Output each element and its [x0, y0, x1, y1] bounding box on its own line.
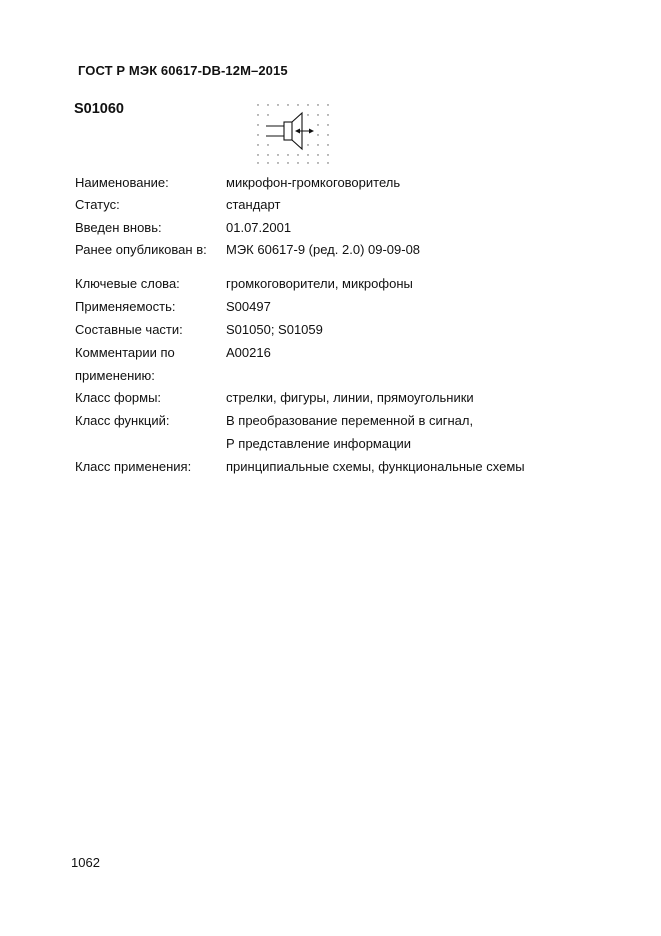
- field-value-shape-class: стрелки, фигуры, линии, прямоугольники: [226, 390, 474, 405]
- page-number: 1062: [71, 855, 100, 870]
- field-value-name: микрофон-громкоговоритель: [226, 175, 401, 190]
- field-value-components: S01050; S01059: [226, 322, 323, 337]
- field-label-application-comments-line2: применению:: [75, 368, 155, 383]
- field-value-status: стандарт: [226, 197, 281, 212]
- field-label-name: Наименование:: [75, 175, 169, 190]
- document-header: ГОСТ Р МЭК 60617-DB-12M–2015: [78, 63, 288, 78]
- field-label-application-class: Класс применения:: [75, 459, 192, 474]
- field-value-application-class: принципиальные схемы, функциональные схемы: [226, 459, 525, 474]
- symbol-code: S01060: [74, 101, 124, 117]
- field-value-function-class: В преобразование переменной в сигнал,: [226, 413, 474, 428]
- field-value-applicability: S00497: [226, 299, 271, 314]
- field-label-introduced: Введен вновь:: [75, 220, 162, 235]
- field-label-function-class: Класс функций:: [75, 413, 170, 428]
- field-label-keywords: Ключевые слова:: [75, 276, 180, 291]
- field-label-components: Составные части:: [75, 322, 183, 337]
- field-value-introduced: 01.07.2001: [226, 220, 292, 235]
- field-value-previously-published: МЭК 60617-9 (ред. 2.0) 09-09-08: [226, 242, 421, 257]
- microphone-loudspeaker-symbol-icon: [252, 101, 334, 165]
- field-label-previously-published: Ранее опубликован в:: [75, 242, 207, 257]
- field-label-status: Статус:: [75, 197, 120, 212]
- field-value-application-comments: A00216: [226, 345, 271, 360]
- field-label-applicability: Применяемость:: [75, 299, 176, 314]
- field-value-keywords: громкоговорители, микрофоны: [226, 276, 413, 291]
- field-value-function-class-line2: Р представление информации: [226, 436, 412, 451]
- field-label-shape-class: Класс формы:: [75, 390, 162, 405]
- field-label-application-comments: Комментарии по: [75, 345, 175, 360]
